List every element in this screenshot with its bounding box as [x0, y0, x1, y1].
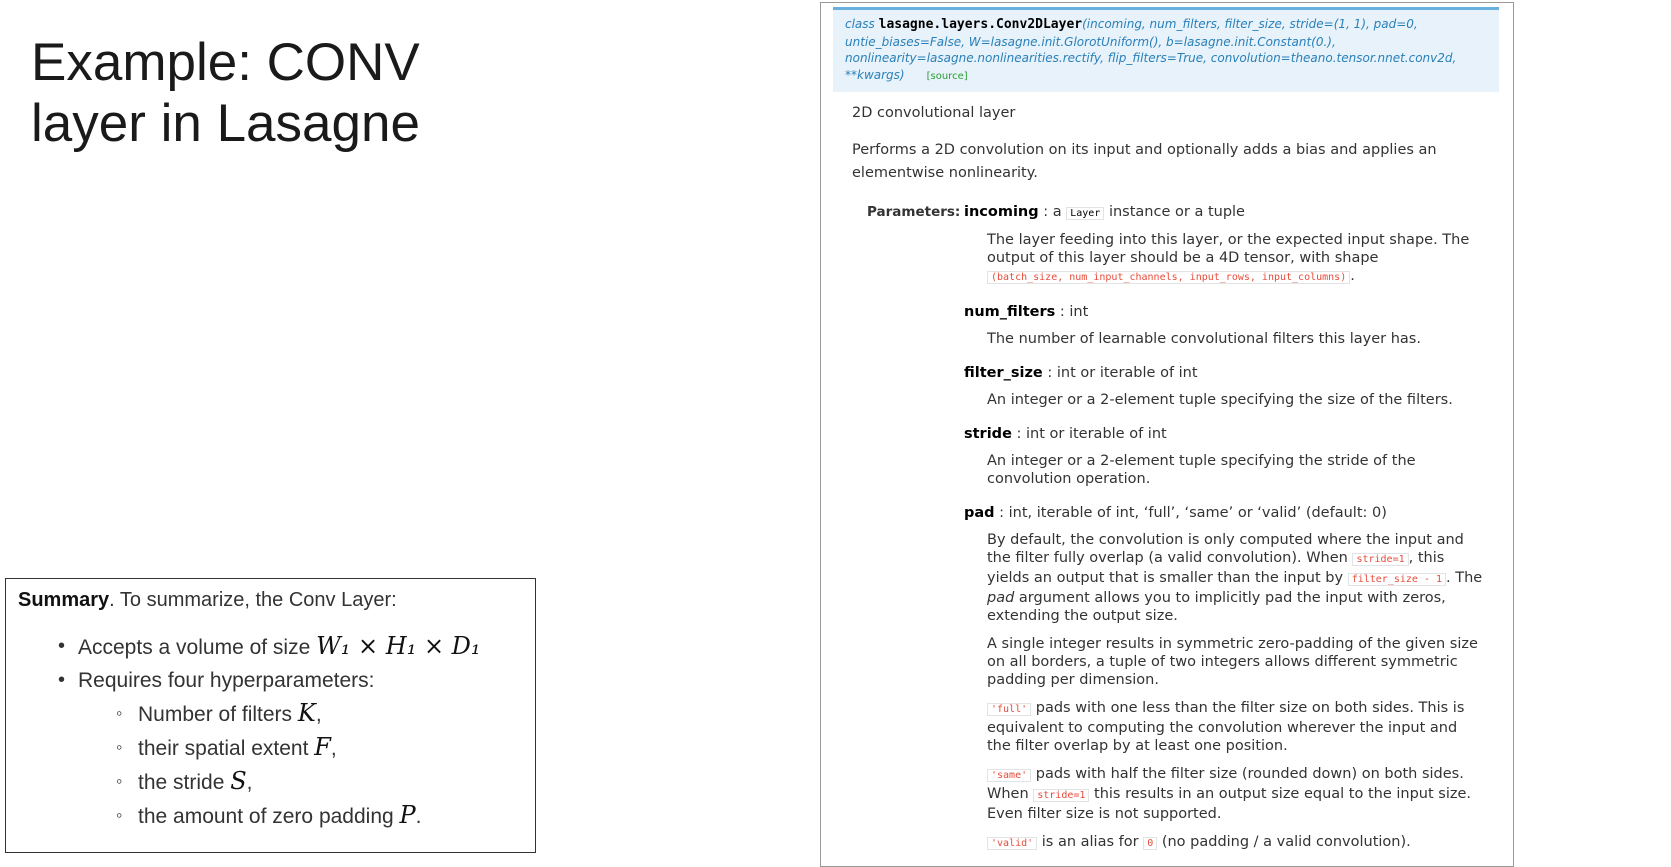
- param-name: incoming: [964, 204, 1039, 220]
- summary-heading-bold: Summary: [18, 589, 110, 611]
- summary-heading-text: . To summarize, the Conv Layer:: [109, 589, 397, 611]
- slide-title: [31, 32, 531, 154]
- summary-subitem-extent: ◦ their spatial extent F,: [18, 731, 523, 765]
- param-description: The number of learnable convolutional filters this layer has.: [987, 331, 1421, 347]
- code-filter-size-minus-1: filter_size - 1: [1348, 573, 1446, 586]
- pad-description-same: 'same' pads with half the filter size (rounded down) on both sides. When stride=1 this results in an output size equal to the input size. Even filter size is not supported.: [987, 766, 1471, 822]
- slide-title-line-2: layer in Lasagne: [31, 94, 420, 153]
- math-k: K: [297, 699, 316, 727]
- summary-subitem-stride: ◦ the stride S,: [18, 765, 523, 799]
- slide-title-line-1: Example: CONV: [31, 33, 420, 92]
- source-link[interactable]: [source]: [926, 70, 968, 82]
- pad-description-valid: 'valid' is an alias for 0 (no padding / a valid convolution).: [964, 833, 1483, 853]
- param-name: num_filters: [964, 304, 1056, 320]
- pad-description-full: 'full' pads with one less than the filter size on both sides. This is equivalent to computing the convolution wherever the input and the filter overlap by at least one position.: [987, 700, 1465, 754]
- math-p: P: [399, 801, 416, 829]
- math-volume-size: W₁ × H₁ × D₁: [316, 632, 481, 660]
- summary-item-volume: • Accepts a volume of size W₁ × H₁ × D₁: [18, 630, 523, 664]
- code-stride-1: stride=1: [1352, 553, 1408, 566]
- param-description: The layer feeding into this layer, or the expected input shape. The output of this layer should be a 4D tensor, with shape (batch_size, num_input_channels, input_rows, input_columns) .: [987, 232, 1470, 284]
- summary-box: [5, 578, 536, 853]
- param-name: stride: [964, 426, 1012, 442]
- code-shape: (batch_size, num_input_channels, input_rows, input_columns): [987, 271, 1350, 284]
- param-filter-size: filter_size : int or iterable of int An integer or a 2-element tuple specifying the size of the filters.: [964, 362, 1483, 409]
- class-args: (incoming, num_filters, filter_size, stride=(1, 1), pad=0, untie_biases=False, W=lasagne.init.GlorotUniform(), b=lasagne.init.Constant(0.), nonlinearity=lasagne.nonlinearities.rectify, flip_filters=True, convolution=theano.tensor.nnet.conv2d, **kwargs): [845, 17, 1457, 82]
- param-description: An integer or a 2-element tuple specifying the stride of the convolution operation.: [987, 453, 1416, 487]
- long-description: Performs a 2D convolution on its input and optionally adds a bias and applies an elementwise nonlinearity.: [852, 142, 1437, 181]
- math-f: F: [314, 733, 331, 761]
- param-pad: pad : int, iterable of int, ‘full’, ‘same’ or ‘valid’ (default: 0) By default, the convolution is only computed where the input and the filter fully overlap (a valid convolution). When stride=1 , this yields an output that is smaller than the input by filter_size - 1 . The pad argument allows you to implicitly pad the input with zeros, extending the output size. A single integer results in symmetric zero-padding of the given size on all borders, a tuple of two integers allows different symmetric padding per dimension. 'full' pads with one less than the filter size on both sides. This is equivalent to computing the convolution wherever the input and the filter overlap by at least one position. 'same' pads with half the filter size (rounded down) on both sides. When stride=1 this results in an output size equal to the input size. Even filter size is not supported. 'valid' is an alias for 0 (no padding / a valid convolution).: [964, 502, 1483, 853]
- parameters-label: Parameters:: [867, 204, 961, 220]
- summary-list: [18, 630, 523, 833]
- param-name: pad: [964, 505, 995, 521]
- pad-description-1: By default, the convolution is only computed where the input and the filter fully overlap (a valid convolution). When stride=1 , this yields an output that is smaller than the input by filter_size - 1 . The pad argument allows you to implicitly pad the input with zeros, extending the output size.: [987, 532, 1483, 624]
- code-zero: 0: [1143, 837, 1157, 850]
- api-doc-panel: [820, 2, 1514, 867]
- summary-heading: [18, 589, 523, 612]
- parameters-section: [852, 201, 1483, 867]
- code-layer: Layer: [1066, 207, 1104, 220]
- summary-item-hyperparams: • Requires four hyperparameters:: [18, 664, 523, 697]
- summary-subitem-padding: ◦ the amount of zero padding P.: [18, 799, 523, 833]
- param-incoming: incoming : a Layer instance or a tuple The layer feeding into this layer, or the expected input shape. The output of this layer should be a 4D tensor, with shape (batch_size, num_input_channels, input_rows, input_columns) .: [964, 201, 1483, 287]
- math-s: S: [230, 767, 247, 795]
- param-num-filters: num_filters : int The number of learnable convolutional filters this layer has.: [964, 301, 1483, 348]
- pad-description-2: A single integer results in symmetric zero-padding of the given size on all borders, a tuple of two integers allows different symmetric padding per dimension.: [987, 636, 1478, 688]
- param-name: filter_size: [964, 365, 1043, 381]
- code-full: 'full': [987, 703, 1031, 716]
- param-description: An integer or a 2-element tuple specifying the size of the filters.: [987, 392, 1453, 408]
- class-signature: [833, 7, 1499, 92]
- class-name: lasagne.layers.Conv2DLayer: [878, 17, 1083, 32]
- code-valid: 'valid': [987, 837, 1037, 850]
- summary-subitem-filters: ◦ Number of filters K,: [18, 697, 523, 731]
- code-same: 'same': [987, 769, 1031, 782]
- param-stride: stride : int or iterable of int An integer or a 2-element tuple specifying the stride of the convolution operation.: [964, 423, 1483, 488]
- code-stride-1: stride=1: [1033, 789, 1089, 802]
- short-description: 2D convolutional layer: [852, 105, 1016, 121]
- doc-body: [821, 92, 1513, 867]
- parameters-list: [954, 201, 1483, 867]
- class-keyword: class: [845, 17, 875, 31]
